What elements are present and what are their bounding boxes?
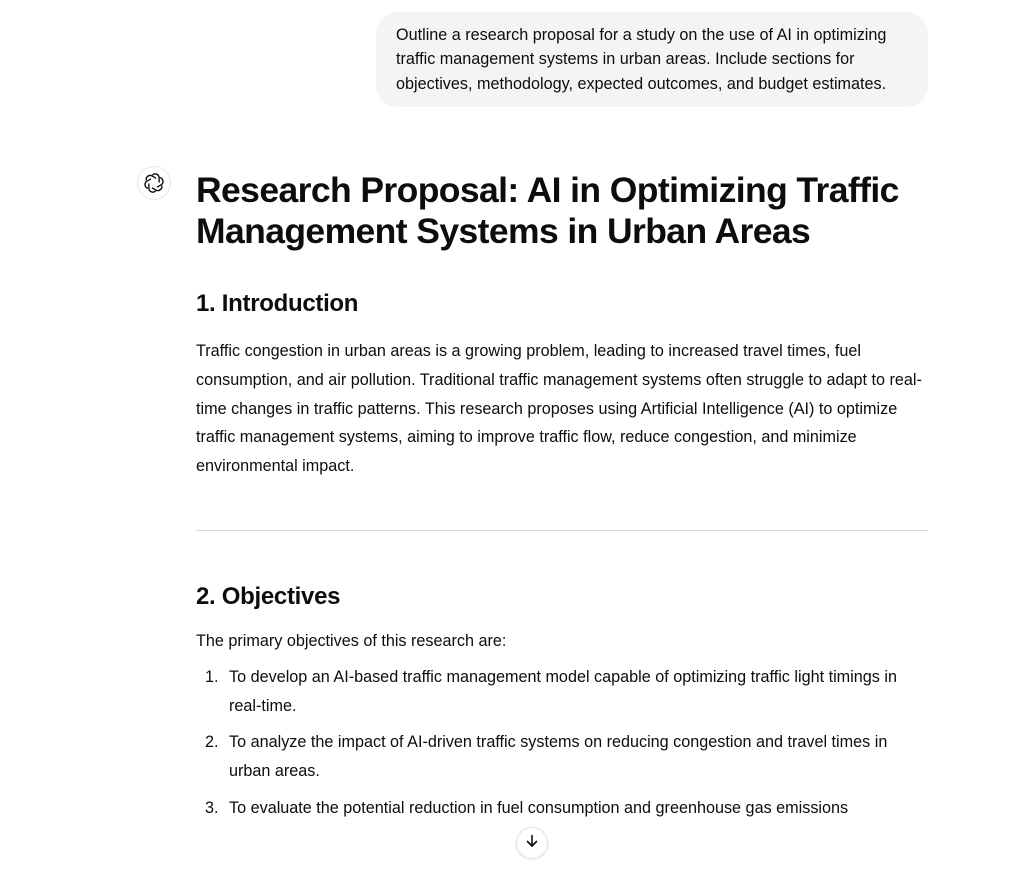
list-item-number: 2. <box>205 733 219 752</box>
openai-logo-icon <box>143 172 165 194</box>
list-item <box>196 663 928 721</box>
assistant-avatar <box>137 166 171 200</box>
list-item-number: 1. <box>205 667 219 686</box>
section-heading-introduction: 1. Introduction <box>196 290 359 317</box>
section-heading-objectives: 2. Objectives <box>196 582 341 610</box>
section-divider <box>196 530 928 531</box>
list-item <box>196 794 928 823</box>
assistant-response <box>196 170 928 831</box>
user-message-text: Outline a research proposal for a study on the use of AI in optimizing traffic management systems in urban areas. Include sections for objectives, methodology, expected outcomes, and budget estimates. <box>396 26 887 93</box>
list-item-text: To analyze the impact of AI-driven traffic systems on reducing congestion and travel times in urban areas. <box>229 733 888 781</box>
scroll-to-bottom-button[interactable] <box>516 827 548 859</box>
list-item-text: To develop an AI-based traffic management model capable of optimizing traffic light timings in real-time. <box>229 667 897 715</box>
arrow-down-icon <box>524 833 540 854</box>
list-item-number: 3. <box>205 798 219 817</box>
objectives-list <box>196 663 928 823</box>
response-title: Research Proposal: AI in Optimizing Traffic Management Systems in Urban Areas <box>196 170 899 251</box>
introduction-paragraph: Traffic congestion in urban areas is a growing problem, leading to increased travel times, fuel consumption, and air pollution. Traditional traffic management systems often struggle to adapt to real-time changes in traffic patterns. This research proposes using Artificial Intelligence (AI) to optimize traffic management systems, aiming to improve traffic flow, reduce congestion, and minimize environmental impact. <box>196 342 922 476</box>
list-item <box>196 728 928 786</box>
list-item-text: To evaluate the potential reduction in fuel consumption and greenhouse gas emissions <box>229 798 849 817</box>
objectives-intro: The primary objectives of this research are: <box>196 631 507 650</box>
user-message-bubble <box>376 12 928 107</box>
